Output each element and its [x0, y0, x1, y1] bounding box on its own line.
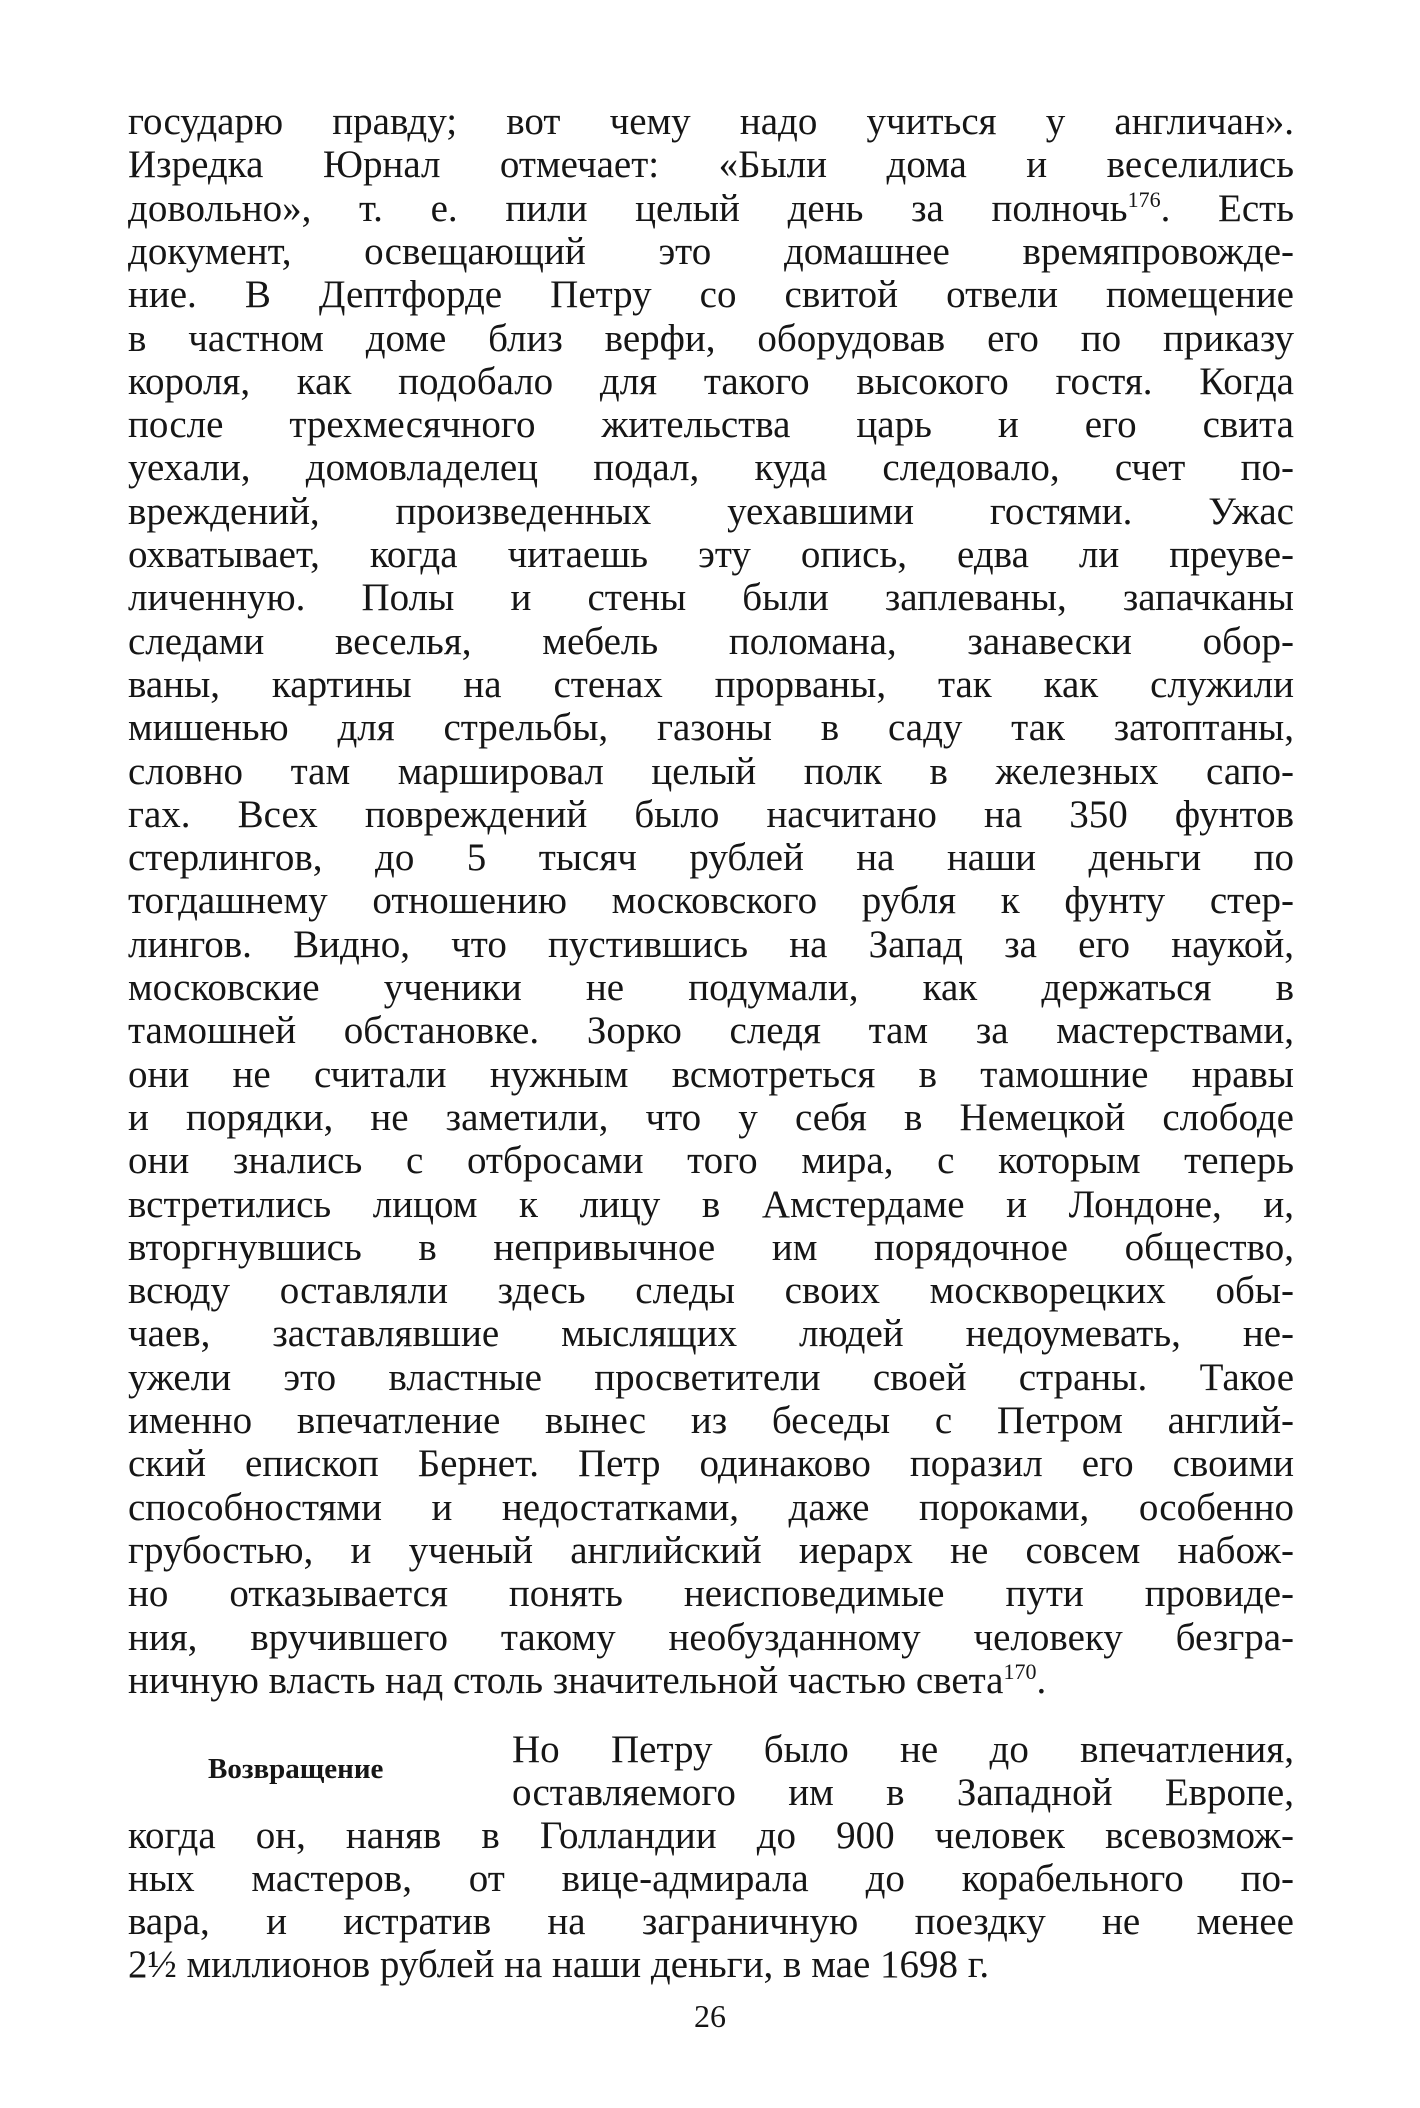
text-line — [128, 966, 1294, 1010]
line-text: тогдашнему отношению московского рубля к фунту стер- — [128, 879, 1294, 923]
line-text: способностями и недостатками, даже пороками, особенно — [128, 1485, 1294, 1529]
text-line — [128, 1312, 1294, 1356]
line-text: довольно», т. е. пили целый день за полночь — [128, 186, 1128, 230]
line-text: ние. В Дептфорде Петру со свитой отвели помещение — [128, 273, 1294, 317]
line-text-tail: . Есть — [1160, 186, 1294, 230]
text-line — [128, 793, 1294, 837]
text-line — [128, 663, 1294, 707]
line-text: охватывает, когда читаешь эту опись, едва ли преуве- — [128, 533, 1294, 576]
text-line — [128, 317, 1294, 361]
section-text-line: вара, и истратив на заграничную поездку не менее — [128, 1900, 1294, 1943]
line-text: ский епископ Бернет. Петр одинаково поразил его своими — [128, 1442, 1294, 1486]
line-text: вторгнувшись в непривычное им порядочное общество, — [128, 1225, 1294, 1269]
line-text: ния, вручившего такому необузданному человеку безгра- — [128, 1615, 1294, 1659]
footnote-ref: 170 — [1003, 1658, 1037, 1684]
text-line — [128, 273, 1294, 317]
text-line — [128, 1053, 1294, 1097]
text-line — [128, 706, 1294, 750]
text-line — [128, 836, 1294, 880]
section-text-line: ных мастеров, от вице-адмирала до корабельного по- — [128, 1857, 1294, 1900]
line-text: следами веселья, мебель поломана, занавески обор- — [128, 619, 1294, 663]
line-text: лингов. Видно, что пустившись на Запад за его наукой, — [128, 922, 1294, 966]
text-line — [128, 403, 1294, 447]
text-line — [128, 1529, 1294, 1573]
line-text: они не считали нужным всмотреться в тамошние нравы — [128, 1052, 1294, 1096]
text-line — [128, 230, 1294, 274]
text-line — [128, 1486, 1294, 1530]
text-line — [128, 533, 1294, 577]
text-line — [128, 923, 1294, 967]
line-text: встретились лицом к лицу в Амстердаме и Лондоне, и, — [128, 1182, 1294, 1226]
text-line — [128, 879, 1294, 923]
text-line — [128, 1183, 1294, 1227]
line-text: именно впечатление вынес из беседы с Петром англий- — [128, 1399, 1294, 1442]
text-line — [128, 1356, 1294, 1400]
text-line — [128, 490, 1294, 534]
line-text: они знались с отбросами того мира, с которым теперь — [128, 1139, 1294, 1183]
line-text: чаев, заставлявшие мыслящих людей недоумевать, не- — [128, 1312, 1294, 1356]
text-line — [128, 187, 1294, 231]
line-text: государю правду; вот чему надо учиться у англичан». — [128, 100, 1294, 143]
line-text: Изредка Юрнал отмечает: «Были дома и веселились — [128, 143, 1294, 187]
line-text-tail: . — [1036, 1658, 1047, 1702]
text-line — [128, 1269, 1294, 1313]
section-text-line: когда он, наняв в Голландии до 900 человек всевозмож- — [128, 1814, 1294, 1857]
text-line — [128, 360, 1294, 404]
line-text: ничную власть над столь значительной частью света — [128, 1658, 1004, 1702]
line-text: ужели это властные просветители своей страны. Такое — [128, 1355, 1294, 1399]
line-text: но отказывается понять неисповедимые пути провиде- — [128, 1572, 1294, 1616]
text-line — [128, 1659, 1294, 1703]
line-text: в частном доме близ верфи, оборудовав его по приказу — [128, 316, 1294, 360]
margin-heading: Возвращение — [208, 1753, 384, 1785]
line-text: короля, как подобало для такого высокого гостя. Когда — [128, 359, 1294, 403]
text-line — [128, 1616, 1294, 1660]
page-number: 26 — [694, 1998, 726, 2034]
text-line — [128, 100, 1294, 144]
section-text-line: 2½ миллионов рублей на наши деньги, в мае 1698 г. — [128, 1943, 990, 1986]
section-text-line: оставляемого им в Западной Европе, — [512, 1771, 1294, 1814]
text-line — [128, 1009, 1294, 1053]
text-line — [128, 143, 1294, 187]
line-text: словно там маршировал целый полк в железных сапо- — [128, 749, 1294, 793]
line-text: и порядки, не заметили, что у себя в Немецкой слободе — [128, 1095, 1294, 1139]
line-text: стерлингов, до 5 тысяч рублей на наши деньги по — [128, 836, 1294, 880]
line-text: гах. Всех повреждений было насчитано на 350 фунтов — [128, 792, 1294, 836]
line-text: после трехмесячного жительства царь и его свита — [128, 403, 1294, 447]
text-line — [128, 1226, 1294, 1270]
text-line — [128, 1572, 1294, 1616]
text-line — [128, 446, 1294, 490]
line-text: ваны, картины на стенах прорваны, так как служили — [128, 662, 1294, 706]
text-line — [128, 750, 1294, 794]
line-text: всюду оставляли здесь следы своих москворецких обы- — [128, 1269, 1294, 1313]
text-line — [128, 1139, 1294, 1183]
line-text: грубостью, и ученый английский иерарх не совсем набож- — [128, 1528, 1294, 1572]
line-text: тамошней обстановке. Зорко следя там за мастерствами, — [128, 1009, 1294, 1053]
line-text: московские ученики не подумали, как держаться в — [128, 966, 1294, 1009]
footnote-ref: 176 — [1127, 186, 1161, 212]
line-text: документ, освещающий это домашнее времяпровожде- — [128, 229, 1294, 273]
text-line — [128, 1442, 1294, 1486]
section-text-line: Но Петру было не до впечатления, — [512, 1728, 1294, 1771]
text-line — [128, 620, 1294, 664]
line-text: личенную. Полы и стены были заплеваны, запачканы — [128, 576, 1294, 620]
line-text: мишенью для стрельбы, газоны в саду так затоптаны, — [128, 706, 1294, 750]
text-line — [128, 1399, 1294, 1443]
line-text: вреждений, произведенных уехавшими гостями. Ужас — [128, 489, 1294, 533]
text-line — [128, 576, 1294, 620]
line-text: уехали, домовладелец подал, куда следовало, счет по- — [128, 446, 1294, 490]
text-line — [128, 1096, 1294, 1140]
